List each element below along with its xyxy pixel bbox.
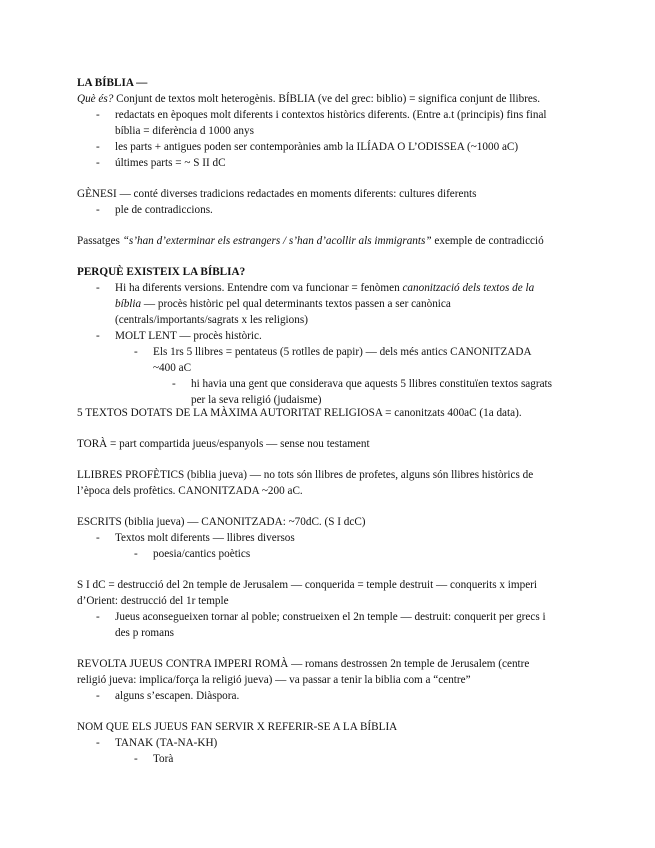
perque-subsubitem-1-cont: per la seva religió (judaisme): [191, 394, 322, 406]
nom-item: TANAK (TA-NA-KH): [115, 737, 218, 749]
perque-subitem-1: Els 1rs 5 llibres = pentateus (5 rotlles de papir) — dels més antics CANONITZADA: [153, 346, 532, 358]
s1dc-item: Jueus aconsegueixen tornar al poble; construeixen el 2n temple — destruit: conquerit per grecs i: [115, 611, 546, 623]
passatges-line: [77, 233, 544, 249]
revolta-line-2: religió jueva: implica/força la religió jueva) — va passar a tenir la biblia com a “centre”: [77, 674, 471, 686]
perque-heading: PERQUÈ EXISTEIX LA BÍBLIA?: [77, 266, 246, 278]
bullet-dash: -: [134, 548, 138, 560]
bullet-dash: -: [96, 330, 100, 342]
perque-item-1-italic: canonització dels textos de la: [402, 282, 535, 294]
intro-line: [77, 91, 540, 107]
bullet-dash: -: [96, 204, 100, 216]
s1dc-line-1: S I dC = destrucció del 2n temple de Jerusalem — conquerida = temple destruit — conquerits x imperi: [77, 579, 538, 591]
bullet-dash: -: [96, 109, 100, 121]
passatges-after: exemple de contradicció: [431, 235, 544, 247]
escrits-item: Textos molt diferents — llibres diversos: [115, 532, 295, 544]
revolta-item: alguns s’escapen. Diàspora.: [115, 690, 240, 702]
profetics-line-2: l’època dels profètics. CANONITZADA ~200 aC.: [77, 485, 303, 497]
bullet-dash: -: [134, 753, 138, 765]
s1dc-line-2: d’Orient: destrucció del 1r temple: [77, 595, 229, 607]
perque-item-1-text-2: — procès històric pel qual determinants textos passen a ser canònica: [141, 298, 451, 310]
revolta-line-1: REVOLTA JUEUS CONTRA IMPERI ROMÀ — romans destrossen 2n temple de Jerusalem (centre: [77, 658, 530, 670]
escrits-subitem: poesia/cantics poètics: [153, 548, 251, 560]
nom-subitem: Torà: [153, 753, 174, 765]
profetics-line-1: LLIBRES PROFÈTICS (biblia jueva) — no tots són llibres de profetes, alguns són llibres històrics de: [77, 469, 534, 481]
bullet-dash: -: [96, 532, 100, 544]
nom-heading: NOM QUE ELS JUEUS FAN SERVIR X REFERIR-SE A LA BÍBLIA: [77, 721, 398, 733]
perque-item-1-cont-2: (centrals/importants/sagrats x les religions): [115, 314, 308, 326]
passatges-quote: “s’han d’exterminar els estrangers / s’han d’acollir als immigrants”: [122, 235, 432, 247]
intro-item-1: redactats en èpoques molt diferents i contextos històrics diferents. (Entre a.t (principis) fins final: [115, 109, 547, 121]
perque-item-1-text: Hi ha diferents versions. Entendre com va funcionar = fenòmen: [115, 282, 403, 294]
bullet-dash: -: [96, 282, 100, 294]
intro-item-2: les parts + antigues poden ser contemporànies amb la ILÍADA O L’ODISSEA (~1000 aC): [115, 141, 519, 153]
intro-item-1-cont: bíblia = diferència d 1000 anys: [115, 125, 254, 137]
perque-item-1: [115, 280, 534, 296]
intro-label: Què és?: [77, 93, 114, 105]
s1dc-item-cont: des p romans: [115, 627, 175, 639]
bullet-dash: -: [134, 346, 138, 358]
perque-item-1-italic-2: bíblia: [115, 298, 142, 310]
genesi-item: ple de contradiccions.: [115, 204, 213, 216]
escrits-line: ESCRITS (biblia jueva) — CANONITZADA: ~70dC. (S I dcC): [77, 516, 366, 528]
bullet-dash: -: [96, 737, 100, 749]
tora-line: TORÀ = part compartida jueus/espanyols — sense nou testament: [77, 438, 370, 450]
perque-subsubitem-1: hi havia una gent que considerava que aquests 5 llibres constituïen textos sagrats: [191, 378, 553, 390]
bullet-dash: -: [96, 611, 100, 623]
bullet-dash: -: [96, 141, 100, 153]
perque-subitem-1-cont: ~400 aC: [153, 362, 192, 374]
bullet-dash: -: [96, 690, 100, 702]
cinc-textos-line: 5 TEXTOS DOTATS DE LA MÀXIMA AUTORITAT RELIGIOSA = canonitzats 400aC (1a data).: [77, 407, 522, 419]
genesi-paragraph: GÈNESI — conté diverses tradicions redactades en moments diferents: cultures diferents: [77, 188, 477, 200]
passatges-before: Passatges: [77, 235, 123, 247]
intro-text: Conjunt de textos molt heterogènis. BÍBLIA (ve del grec: biblio) = significa conjunt de llibres.: [113, 93, 541, 105]
perque-item-1-cont: [115, 296, 451, 312]
perque-item-2: MOLT LENT — procès històric.: [115, 330, 262, 342]
document-title: LA BÍBLIA —: [77, 77, 148, 89]
intro-item-3: últimes parts = ~ S II dC: [115, 157, 226, 169]
bullet-dash: -: [96, 157, 100, 169]
bullet-dash: -: [172, 378, 176, 390]
